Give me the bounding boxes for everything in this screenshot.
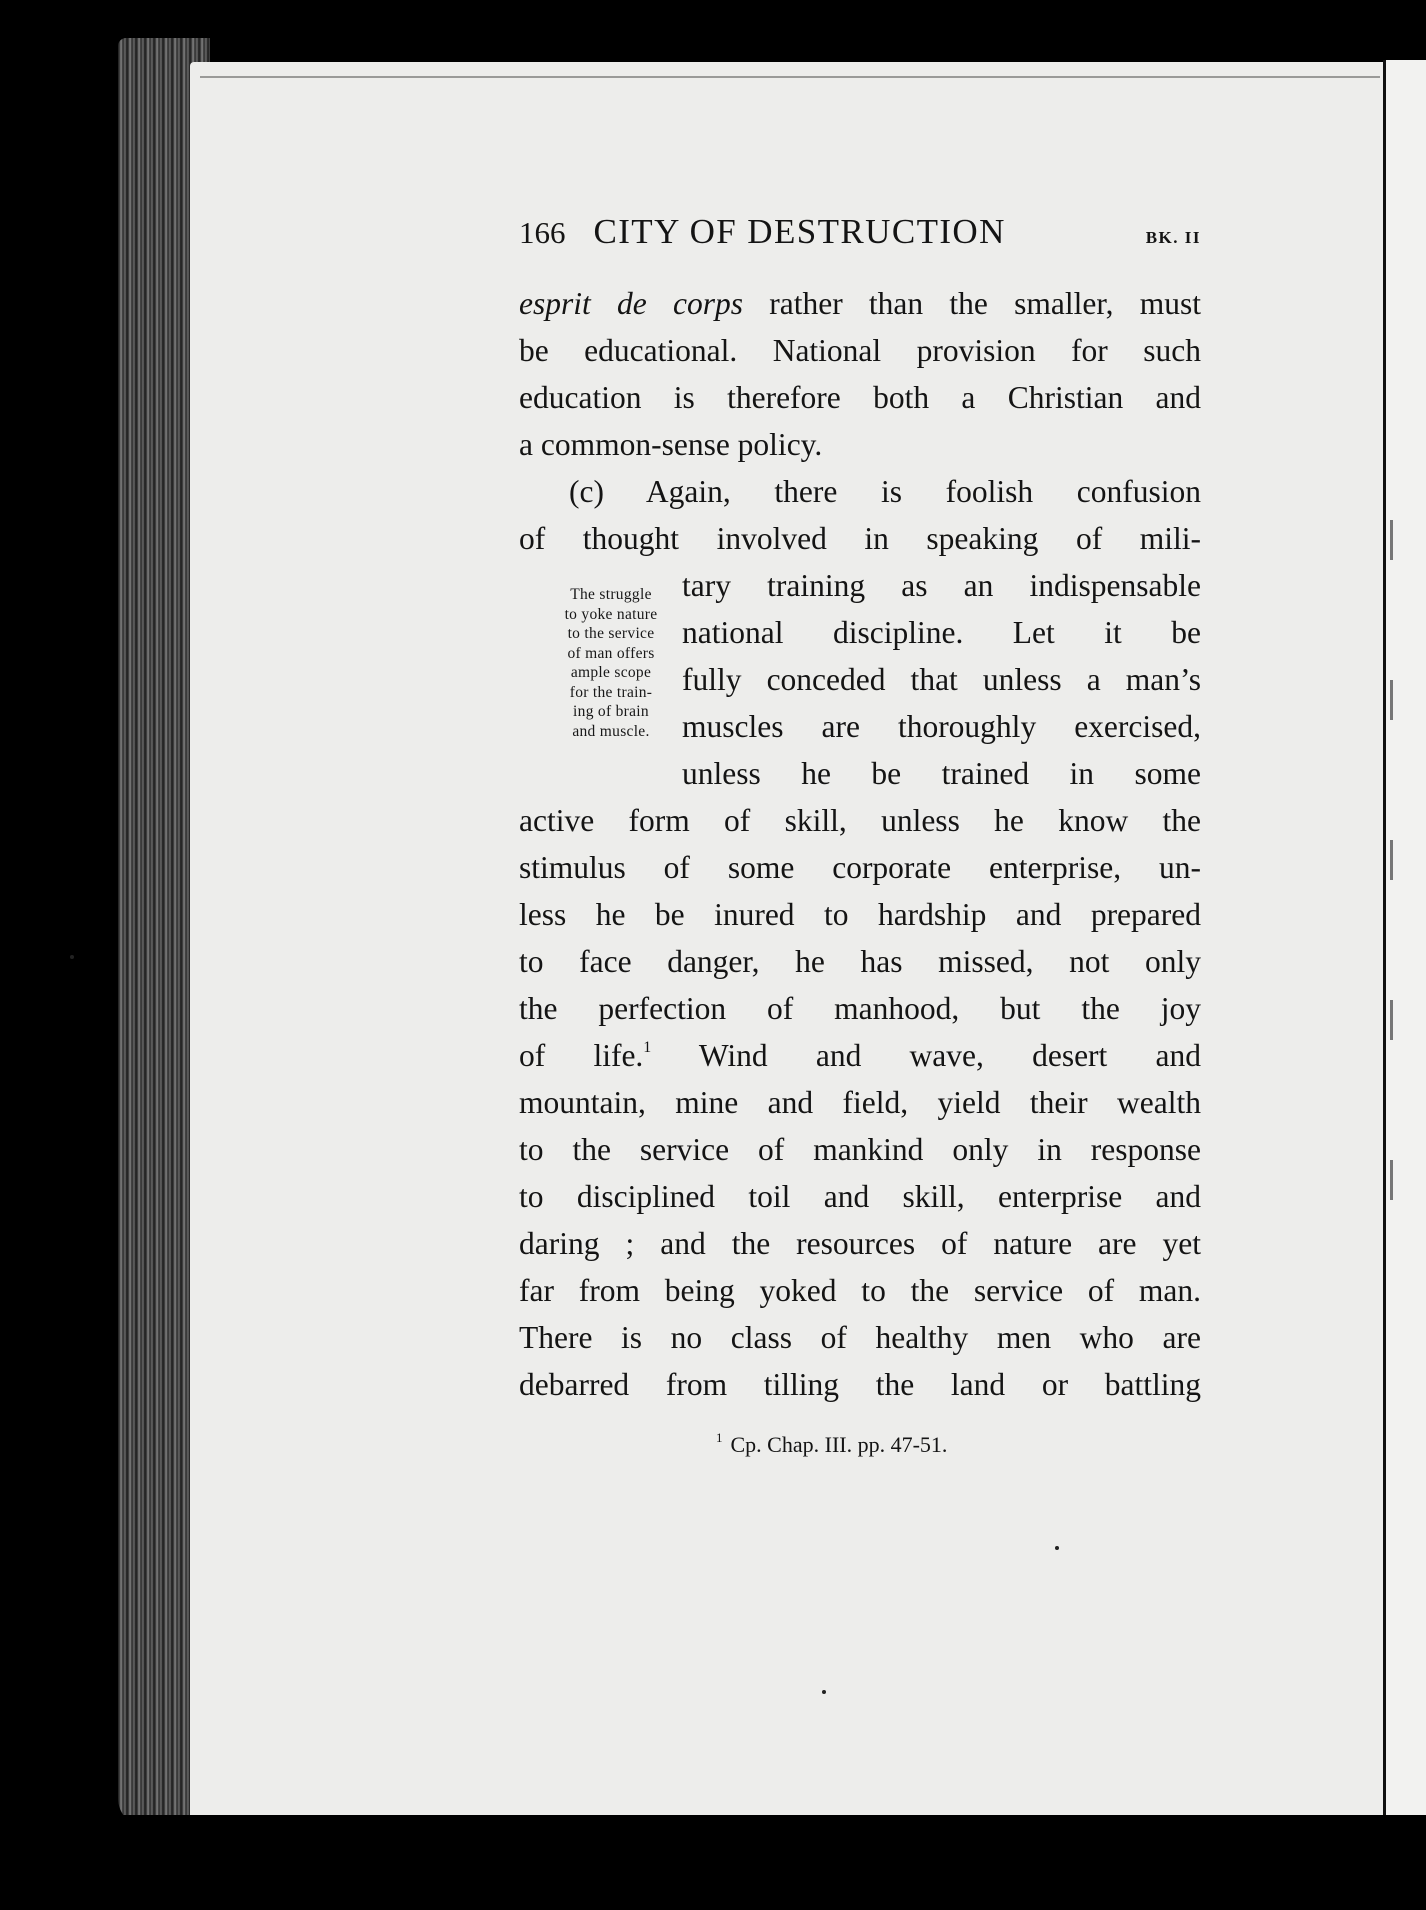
text-line-1 xyxy=(519,280,1201,327)
text-line-12: active form of skill, unless he know the xyxy=(519,803,1201,838)
marginal-sidenote xyxy=(536,585,686,741)
scan-bottom-border xyxy=(0,1815,1426,1910)
sidenote-line: The struggle xyxy=(570,586,652,603)
sidenote-line: ing of brain xyxy=(573,703,649,720)
text-line-14: less he be inured to hardship and prepared xyxy=(519,897,1201,932)
text-line-24: debarred from tilling the land or battling xyxy=(519,1367,1201,1402)
text-line-15: to face danger, he has missed, not only xyxy=(519,944,1201,979)
text-line-17 xyxy=(519,1032,1201,1079)
sidenote-line: for the train- xyxy=(569,683,653,701)
scan-speck xyxy=(70,955,74,959)
running-title: CITY OF DESTRUCTION xyxy=(593,212,1006,251)
text-line-19: to the service of mankind only in response xyxy=(519,1132,1201,1167)
sidenote-line: to yoke nature xyxy=(564,605,658,623)
sidenote-line: of man offers xyxy=(567,644,655,662)
text-line-4: a common-sense policy. xyxy=(519,427,823,462)
running-header xyxy=(519,212,1201,272)
text-line-17-rest: Wind and wave, desert and xyxy=(651,1038,1201,1073)
page-number: 166 xyxy=(519,215,566,250)
text-line-5: (c) Again, there is foolish confusion xyxy=(569,474,1201,509)
text-line-8: national discipline. Let it be xyxy=(682,615,1201,650)
scan-speck xyxy=(822,1690,826,1694)
text-line-16: the perfection of manhood, but the joy xyxy=(519,991,1201,1026)
sidenote-line: and muscle. xyxy=(572,722,650,740)
text-line-20: to disciplined toil and skill, enterprise and xyxy=(519,1179,1201,1214)
text-line-9: fully conceded that unless a man’s xyxy=(682,662,1201,697)
text-line-13: stimulus of some corporate enterprise, un- xyxy=(519,850,1201,885)
body-text xyxy=(519,280,1201,1408)
book-section-label: BK. II xyxy=(1145,228,1201,247)
text-line-18: mountain, mine and field, yield their wealth xyxy=(519,1085,1201,1120)
scan-speck xyxy=(1055,1546,1059,1550)
text-line-10: muscles are thoroughly exercised, xyxy=(682,709,1201,744)
page-top-edge-line xyxy=(200,76,1380,78)
text-line-2: be educational. National provision for such xyxy=(519,333,1201,368)
text-line-17-start: of life. xyxy=(519,1038,644,1073)
italic-phrase: esprit de corps xyxy=(519,286,743,321)
text-line-3: education is therefore both a Christian and xyxy=(519,380,1201,415)
footnote xyxy=(716,1432,1116,1458)
text-line-11: unless he be trained in some xyxy=(682,756,1201,791)
footnote-marker: 1 xyxy=(716,1430,723,1445)
text-line-6: of thought involved in speaking of mili- xyxy=(519,521,1201,556)
text-line-22: far from being yoked to the service of man. xyxy=(519,1273,1201,1308)
text-line-21: daring ; and the resources of nature are yet xyxy=(519,1226,1201,1261)
sidenote-line: to the service xyxy=(567,625,655,642)
text-line-1-rest: rather than the smaller, must xyxy=(742,286,1201,321)
footnote-text: Cp. Chap. III. pp. 47-51. xyxy=(730,1432,948,1457)
sidenote-line: ample scope xyxy=(570,664,652,681)
adjacent-page-marks xyxy=(1390,400,1393,1300)
text-line-7: tary training as an indispensable xyxy=(682,568,1201,603)
footnote-reference: 1 xyxy=(643,1039,652,1056)
text-line-23: There is no class of healthy men who are xyxy=(519,1320,1201,1355)
